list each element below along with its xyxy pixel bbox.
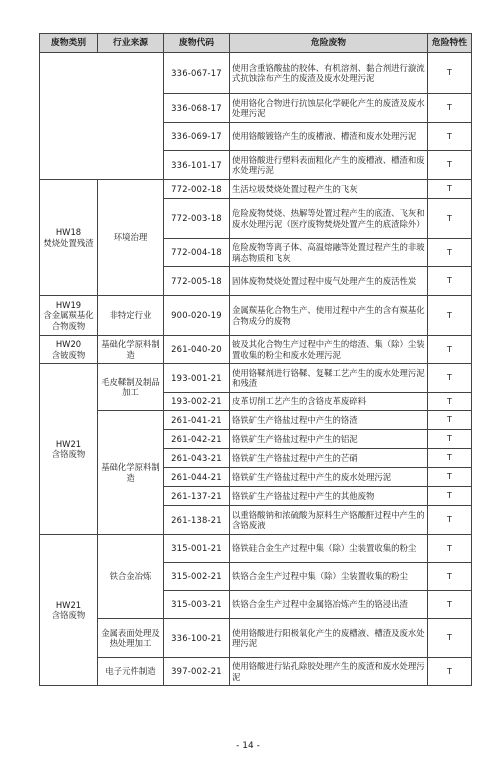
waste-description: 使用含重铬酸盐的胶体、有机溶剂、黏合剂进行漩流式抗蚀涂布产生的废渣及废水处理污泥 xyxy=(230,53,428,94)
table-row xyxy=(40,180,472,199)
hazard-characteristic: T xyxy=(428,619,472,658)
waste-description: 生活垃圾焚烧处置过程产生的飞灰 xyxy=(230,180,428,199)
hazard-characteristic: T xyxy=(428,239,472,267)
waste-code: 397-002-21 xyxy=(164,658,230,686)
hazard-characteristic: T xyxy=(428,487,472,506)
waste-code: 772-002-18 xyxy=(164,180,230,199)
header-waste-category: 废物类别 xyxy=(40,34,98,53)
continued-cell xyxy=(40,151,164,180)
waste-description: 固体废物焚烧处置过程中废气处理产生的废活性炭 xyxy=(230,267,428,296)
industry-source: 毛皮鞣制及制品加工 xyxy=(98,364,164,411)
waste-code: 315-002-21 xyxy=(164,563,230,591)
hazard-characteristic: T xyxy=(428,468,472,487)
table-row xyxy=(40,151,472,180)
table-row xyxy=(40,53,472,94)
table-row xyxy=(40,296,472,336)
hazard-characteristic: T xyxy=(428,94,472,123)
continued-cell xyxy=(40,53,164,94)
table-row xyxy=(40,619,472,658)
header-hazardous-waste: 危险废物 xyxy=(230,34,428,53)
hazard-characteristic: T xyxy=(428,123,472,151)
hazard-characteristic: T xyxy=(428,296,472,336)
waste-code: 315-001-21 xyxy=(164,535,230,563)
waste-code: 261-138-21 xyxy=(164,506,230,535)
waste-description: 使用铬化合物进行抗蚀层化学硬化产生的废渣及废水处理污泥 xyxy=(230,94,428,123)
waste-description: 危险废物等离子体、高温熔融等处置过程产生的非玻璃态物质和飞灰 xyxy=(230,239,428,267)
header-industry-source: 行业来源 xyxy=(98,34,164,53)
hazard-characteristic: T xyxy=(428,430,472,449)
industry-source: 非特定行业 xyxy=(98,296,164,336)
waste-category: HW19 含金属羰基化合物废物 xyxy=(40,296,98,336)
table-row xyxy=(40,535,472,563)
waste-code: 336-067-17 xyxy=(164,53,230,94)
table-row xyxy=(40,364,472,393)
waste-code: 193-002-21 xyxy=(164,393,230,411)
waste-description: 铬铁矿生产铬盐过程中产生的芒硝 xyxy=(230,449,428,468)
waste-description: 使用铬酸进行钻孔除胶处理产生的废渣和废水处理污泥 xyxy=(230,658,428,686)
hazard-characteristic: T xyxy=(428,411,472,430)
waste-code: 315-003-21 xyxy=(164,591,230,619)
waste-description: 铬铁矿生产铬盐过程中产生的铝泥 xyxy=(230,430,428,449)
waste-category: HW21 含铬废物 xyxy=(40,364,98,535)
waste-category: HW18 焚烧处置残渣 xyxy=(40,180,98,296)
hazardous-waste-table xyxy=(39,33,472,686)
waste-description: 皮革切削工艺产生的含铬皮革废碎料 xyxy=(230,393,428,411)
waste-description: 危险废物焚烧、热解等处置过程产生的底渣、飞灰和废水处理污泥（医疗废物焚烧处置产生的底渣除外） xyxy=(230,199,428,239)
hazard-characteristic: T xyxy=(428,658,472,686)
industry-source: 环境治理 xyxy=(98,180,164,296)
industry-source: 铁合金冶炼 xyxy=(98,535,164,619)
waste-code: 336-068-17 xyxy=(164,94,230,123)
hazard-characteristic: T xyxy=(428,336,472,364)
waste-code: 261-137-21 xyxy=(164,487,230,506)
waste-code: 261-042-21 xyxy=(164,430,230,449)
table-header-row xyxy=(40,34,472,53)
waste-category: HW20 含铍废物 xyxy=(40,336,98,364)
table-row xyxy=(40,123,472,151)
hazard-characteristic: T xyxy=(428,506,472,535)
table-row xyxy=(40,411,472,430)
waste-description: 铬铁矿生产铬盐过程中产生的其他废物 xyxy=(230,487,428,506)
waste-description: 使用铬酸进行塑料表面粗化产生的废槽液、槽渣和废水处理污泥 xyxy=(230,151,428,180)
waste-description: 铬铁硅合金生产过程中集（除）尘装置收集的粉尘 xyxy=(230,535,428,563)
hazard-characteristic: T xyxy=(428,449,472,468)
waste-code: 336-069-17 xyxy=(164,123,230,151)
hazard-characteristic: T xyxy=(428,393,472,411)
continued-cell xyxy=(40,123,164,151)
waste-code: 193-001-21 xyxy=(164,364,230,393)
hazard-characteristic: T xyxy=(428,364,472,393)
table-row xyxy=(40,94,472,123)
waste-description: 使用铬鞣剂进行铬鞣、复鞣工艺产生的废水处理污泥和残渣 xyxy=(230,364,428,393)
hazard-characteristic: T xyxy=(428,563,472,591)
waste-code: 900-020-19 xyxy=(164,296,230,336)
industry-source: 基础化学原料制造 xyxy=(98,411,164,535)
waste-code: 772-005-18 xyxy=(164,267,230,296)
waste-code: 772-003-18 xyxy=(164,199,230,239)
header-hazard-characteristic: 危险特性 xyxy=(428,34,472,53)
table-row xyxy=(40,336,472,364)
table-row xyxy=(40,658,472,686)
page-number: - 14 - xyxy=(236,741,260,751)
waste-category: HW21 含铬废物 xyxy=(40,535,98,686)
waste-description: 铬铁矿生产铬盐过程中产生的废水处理污泥 xyxy=(230,468,428,487)
waste-code: 336-101-17 xyxy=(164,151,230,180)
hazard-characteristic: T xyxy=(428,535,472,563)
hazard-characteristic: T xyxy=(428,180,472,199)
waste-description: 铍及其化合物生产过程中产生的熔渣、集（除）尘装置收集的粉尘和废水处理污泥 xyxy=(230,336,428,364)
continued-cell xyxy=(40,94,164,123)
waste-description: 金属羰基化合物生产、使用过程中产生的含有羰基化合物成分的废物 xyxy=(230,296,428,336)
waste-description: 使用铬酸进行阳极氧化产生的废槽液、槽渣及废水处理污泥 xyxy=(230,619,428,658)
waste-description: 铁铬合金生产过程中金属铬冶炼产生的铬浸出渣 xyxy=(230,591,428,619)
waste-code: 261-044-21 xyxy=(164,468,230,487)
header-waste-code: 废物代码 xyxy=(164,34,230,53)
industry-source: 金属表面处理及热处理加工 xyxy=(98,619,164,658)
hazard-characteristic: T xyxy=(428,591,472,619)
waste-code: 261-043-21 xyxy=(164,449,230,468)
hazard-characteristic: T xyxy=(428,199,472,239)
hazard-characteristic: T xyxy=(428,53,472,94)
waste-description: 铁铬合金生产过程中集（除）尘装置收集的粉尘 xyxy=(230,563,428,591)
waste-code: 261-041-21 xyxy=(164,411,230,430)
waste-code: 336-100-21 xyxy=(164,619,230,658)
industry-source: 基础化学原料制造 xyxy=(98,336,164,364)
waste-code: 261-040-20 xyxy=(164,336,230,364)
waste-code: 772-004-18 xyxy=(164,239,230,267)
industry-source: 电子元件制造 xyxy=(98,658,164,686)
hazard-characteristic: T xyxy=(428,151,472,180)
hazard-characteristic: T xyxy=(428,267,472,296)
waste-description: 以重铬酸钠和浓硫酸为原料生产铬酸酐过程中产生的含铬废液 xyxy=(230,506,428,535)
waste-description: 铬铁矿生产铬盐过程中产生的铬渣 xyxy=(230,411,428,430)
waste-description: 使用铬酸镀铬产生的废槽液、槽渣和废水处理污泥 xyxy=(230,123,428,151)
